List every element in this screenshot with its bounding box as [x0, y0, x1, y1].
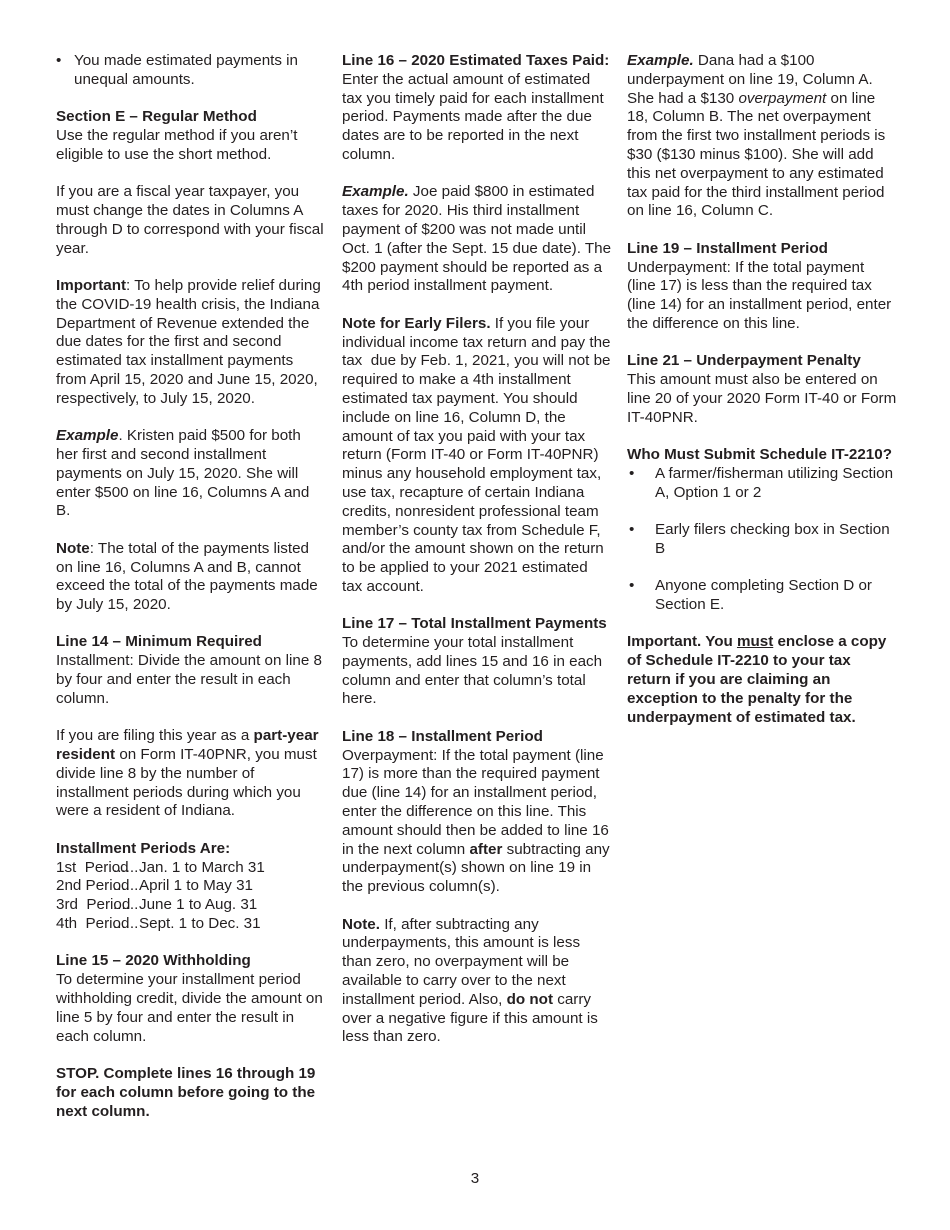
- early-filers-text: If you file your individual income tax return and pay the tax due by Feb. 1, 2021, you will not be required to make a 4th installment estimated tax payment. You should include on line 16, Column D, the amount of tax you paid with your tax return (Form IT-40 or Form IT-40PNR) minus any household employment tax, use tax, recapture of certain Indiana credits, nonresident professional team member’s county tax from Schedule F, and/or the amount shown on the return to be applied to your 2021 estimated tax account.: [342, 314, 615, 595]
- line-19-paragraph: [627, 240, 897, 334]
- example-dana-paragraph: [627, 52, 897, 221]
- line-15-heading: Line 15 – 2020 Withholding: [56, 952, 251, 970]
- early-filers-paragraph: [342, 314, 615, 597]
- column-1: [56, 52, 326, 1140]
- example-text-pre: Dana had a $100 underpayment on line 19, Column A. She had a $130: [627, 52, 873, 107]
- important-label: Important: [56, 276, 127, 294]
- line-19-heading: Line 19 – Installment Period: [627, 239, 828, 257]
- section-e-heading: Section E – Regular Method: [56, 108, 257, 126]
- line-18-heading: Line 18 – Installment Period: [342, 727, 543, 745]
- line-15-paragraph: [56, 952, 326, 1046]
- period-label: 4th Period: [56, 915, 130, 933]
- note-label: Note: [56, 539, 90, 557]
- line-17-text: To determine your total installment payments, add lines 15 and 16 in each column and enter that column’s total here.: [342, 634, 603, 708]
- installment-periods-heading: Installment Periods Are:: [56, 839, 231, 857]
- important-text-pre: Important. You: [627, 633, 737, 651]
- line-14-heading: Line 14 – Minimum Required: [56, 633, 262, 651]
- example-text-post: on line 18, Column B. The net overpayment from the first two installment periods is $30 ($130 minus $100). She will add this net overpayment to any estimated tax paid for the third installment period on line 16, Column C.: [627, 89, 886, 220]
- example-label: Example.: [627, 52, 694, 69]
- part-year-bold: part-year resident: [56, 727, 319, 764]
- list-item: • Anyone completing Section D or Section E.: [627, 577, 897, 615]
- part-year-paragraph: [56, 727, 326, 821]
- period-row: [56, 877, 326, 896]
- bullet-list: [56, 52, 326, 90]
- period-range: April 1 to May 31: [139, 877, 253, 895]
- period-row: [56, 859, 326, 878]
- line-18-paragraph: [342, 728, 612, 897]
- line-16-text: Enter the actual amount of estimated tax you timely paid for each installment period. Payments made after the due dates are to be reported in the next column.: [342, 70, 604, 163]
- leader-dots: [113, 877, 139, 896]
- line-16-paragraph: [342, 52, 612, 165]
- period-label: 1st Period: [56, 858, 129, 876]
- page-number: 3: [470, 1170, 480, 1187]
- list-item-unequal-amounts: • You made estimated payments in unequal amounts.: [56, 52, 326, 90]
- period-range: June 1 to Aug. 31: [139, 896, 258, 914]
- line-15-text: To determine your installment period withholding credit, divide the amount on line 5 by four and enter the result in each column.: [56, 971, 323, 1045]
- part-year-text-pre: If you are filing this year as a: [56, 727, 254, 745]
- line-21-paragraph: [627, 352, 897, 427]
- note-bold: do not: [506, 990, 554, 1008]
- note-paragraph: [56, 540, 326, 615]
- fiscal-year-paragraph: If you are a fiscal year taxpayer, you must change the dates in Columns A through D to correspond with your fiscal year.: [56, 183, 324, 257]
- note-text-post: carry over a negative figure if this amount is less than zero.: [342, 990, 598, 1046]
- leader-dots: [113, 915, 139, 934]
- line-21-text: This amount must also be entered on line 20 of your 2020 Form IT-40 or Form IT-40PNR.: [627, 371, 897, 426]
- important-text: : To help provide relief during the COVID-19 health crisis, the Indiana Department of Revenue extended the due dates for the first and second estimated tax installment payments from April 15, 2020 and June 15, 2020, respectively, to July 15, 2020.: [56, 276, 321, 407]
- important-must: must: [736, 633, 774, 651]
- line-14-text: Installment: Divide the amount on line 8 by four and enter the result in each column.: [56, 652, 322, 707]
- example-label: Example: [56, 427, 119, 445]
- line-17-heading: Line 17 – Total Installment Payments: [342, 615, 607, 633]
- example-label: Example.: [342, 183, 409, 201]
- period-label: 2nd Period: [56, 877, 130, 895]
- installment-periods: [56, 840, 326, 934]
- example-joe-paragraph: [342, 183, 612, 296]
- important-text-post: enclose a copy of Schedule IT-2210 to your tax return if you are claiming an exception to the penalty for the underpayment of estimated tax.: [627, 633, 887, 726]
- column-2: [342, 52, 615, 1066]
- who-must-submit: [627, 446, 897, 615]
- line-16-heading: Line 16 – 2020 Estimated Taxes Paid:: [342, 52, 610, 69]
- leader-dots: [113, 859, 139, 878]
- important-paragraph: [56, 277, 326, 409]
- important-enclose-paragraph: [627, 633, 897, 727]
- leader-dots: [113, 896, 139, 915]
- early-filers-label: Note for Early Filers.: [342, 314, 491, 332]
- line-19-text: Underpayment: If the total payment (line 17) is less than the required tax (line 14) for an installment period, enter the difference on this line.: [627, 258, 892, 332]
- period-row: [56, 896, 326, 915]
- example-text: . Kristen paid $500 for both her first and second installment payments on July 15, 2020. She will enter $500 on line 16, Columns A and B.: [56, 427, 310, 520]
- line-18-text-post: subtracting any underpayment(s) shown on line 19 in the previous column(s).: [342, 840, 610, 896]
- who-must-submit-heading: Who Must Submit Schedule IT-2210?: [627, 446, 892, 464]
- section-e-paragraph: [56, 108, 326, 164]
- note-text: : The total of the payments listed on line 16, Columns A and B, cannot exceed the total of the payments made by July 15, 2020.: [56, 539, 318, 614]
- example-text: Joe paid $800 in estimated taxes for 2020. His third installment payment of $200 was not made until Oct. 1 (after the Sept. 15 due date). The $200 payment should be reported as a 4th period installment payment.: [342, 183, 612, 295]
- note-label: Note.: [342, 915, 380, 933]
- section-e-text: Use the regular method if you aren’t eligible to use the short method.: [56, 126, 298, 163]
- who-must-submit-list: [627, 465, 897, 615]
- line-21-heading: Line 21 – Underpayment Penalty: [627, 352, 861, 370]
- stop-paragraph: STOP. Complete lines 16 through 19 for each column before going to the next column.: [56, 1065, 316, 1120]
- note-text-pre: If, after subtracting any underpayments, this amount is less than zero, no overpayment will be available to carry over to the next installment period. Also,: [342, 915, 581, 1008]
- period-label: 3rd Period: [56, 896, 131, 914]
- line-14-paragraph: [56, 633, 326, 708]
- period-row: [56, 915, 326, 934]
- part-year-text-post: on Form IT-40PNR, you must divide line 8 by the number of installment periods during which you were a resident of Indiana.: [56, 746, 317, 820]
- line-17-paragraph: [342, 615, 612, 709]
- example-italic: overpayment: [738, 89, 827, 107]
- line-18-bold: after: [469, 840, 503, 858]
- example-kristen-paragraph: [56, 427, 326, 521]
- column-3: [627, 52, 897, 746]
- period-range: Sept. 1 to Dec. 31: [139, 915, 261, 933]
- note-zero-paragraph: [342, 916, 612, 1048]
- list-item: • Early filers checking box in Section B: [627, 521, 897, 559]
- line-18-text-pre: Overpayment: If the total payment (line 17) is more than the required payment due (line 14) for an installment period, enter the difference on this line. This amount should then be added to line 16 in the next column: [342, 746, 609, 858]
- period-range: Jan. 1 to March 31: [139, 858, 265, 876]
- list-item: • A farmer/fisherman utilizing Section A, Option 1 or 2: [627, 465, 897, 503]
